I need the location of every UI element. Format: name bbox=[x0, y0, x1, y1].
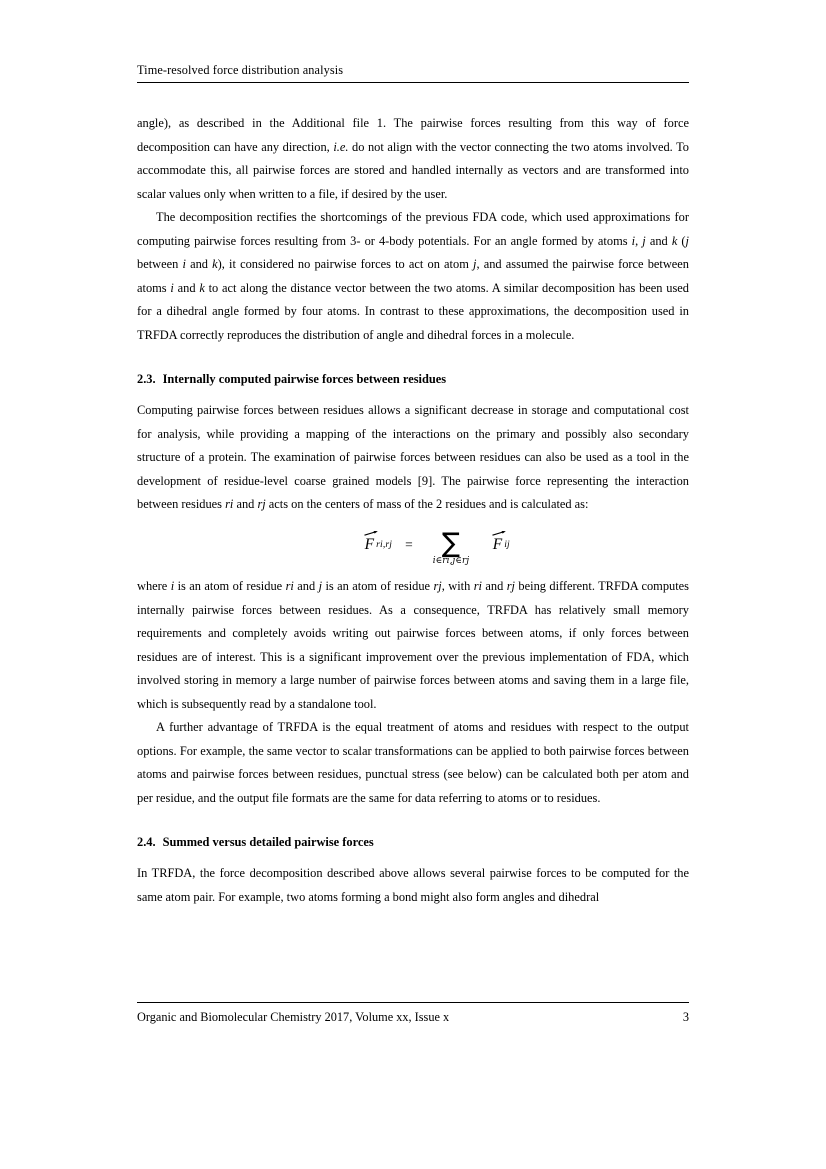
var-i-2: i bbox=[182, 257, 186, 272]
equation-inner bbox=[364, 527, 510, 567]
summation bbox=[432, 527, 470, 567]
eqtext-e: , with bbox=[441, 578, 474, 593]
page-footer bbox=[137, 1002, 689, 1025]
footer-rule bbox=[137, 1002, 689, 1003]
para2-text-h: , and assumed the pairwise force between atoms bbox=[137, 257, 689, 295]
var-i: i bbox=[631, 233, 636, 248]
equation-relation: = bbox=[405, 536, 413, 552]
sigma-icon: ∑ bbox=[441, 527, 461, 559]
var-j-2: j bbox=[685, 233, 689, 248]
para2-text-d: ( bbox=[677, 233, 686, 248]
spacer bbox=[137, 347, 689, 368]
vector-F-lhs bbox=[364, 537, 374, 553]
var-rj-3: rj bbox=[506, 578, 515, 593]
page-body bbox=[137, 112, 689, 909]
spacer bbox=[137, 855, 689, 862]
sec23-text-b: and bbox=[233, 497, 258, 512]
paragraph-summed-vs-detailed: In TRFDA, the force decomposition described above allows several pairwise forces to be computed for the same atom pair. For example, two atoms forming a bond might also form angles and dihedral bbox=[137, 865, 689, 904]
eqtext-g: being different. TRFDA computes internally pairwise forces between residues. As a consequence, TRFDA has relatively small memory requirements and completely avoids writing out pairwise forces between atoms, if only forces between residues are of interest. This is a significant improvement over the previous implementation of FDA, which involved storing in memory a large number of pairwise forces between atoms and saving them in a large file, which is subsequently read by a standalone tool. bbox=[137, 578, 689, 711]
equation-rhs-symbol: F bbox=[492, 536, 503, 554]
eqtext-b: is an atom of residue bbox=[174, 578, 286, 593]
equation-lhs-subscript: ri,rj bbox=[376, 539, 393, 551]
para2-text-l: to act along the distance vector between the two atoms. A similar decomposition has been used for a dihedral angle formed by four atoms. In contrast to these approximations, the decomposition used in TRFDA correctly reproduces the distribution of angle and dihedral forces in a molecule. bbox=[137, 280, 689, 342]
equation-lhs-symbol: F bbox=[364, 536, 375, 554]
footer-row bbox=[137, 1009, 689, 1025]
para2-text-g: ), it considered no pairwise forces to act on atom bbox=[217, 257, 474, 272]
paragraph-continued bbox=[137, 112, 689, 206]
var-j-4: j bbox=[318, 578, 323, 593]
para2-text-f: and bbox=[185, 257, 213, 272]
para1-text-b: do not align with the vector connecting the two atoms involved. To accommodate this, all pairwise forces are stored and handled internally as vectors and are transformed into scalar values only when written to a file, if desired by the user. bbox=[137, 139, 690, 201]
eqtext-f: and bbox=[481, 578, 507, 593]
footer-journal-info: Organic and Biomolecular Chemistry 2017, Volume xx, Issue x bbox=[137, 1010, 450, 1024]
paragraph-where-clause bbox=[137, 575, 689, 716]
para1-italic-ie: i.e. bbox=[333, 139, 349, 154]
sec23-text-c: acts on the centers of mass of the 2 residues and is calculated as: bbox=[265, 497, 589, 512]
section-number-2-3: 2.3. bbox=[137, 372, 156, 387]
para2-text-c: and bbox=[645, 233, 672, 248]
equation-rhs-subscript: ij bbox=[504, 539, 510, 551]
var-k-2: k bbox=[212, 257, 218, 272]
section-title-2-3: Internally computed pairwise forces between residues bbox=[162, 372, 447, 387]
spacer bbox=[137, 810, 689, 831]
sec23-text-a: Computing pairwise forces between residues allows a significant decrease in storage and computational cost for analysis, while providing a mapping of the interactions on the primary and possibly also secondary structure of a protein. The examination of pairwise forces between residues can also be used as a tool in the development of residue-level coarse grained models [9]. The pairwise force representing the interaction between residues bbox=[137, 403, 689, 512]
var-k-3: k bbox=[199, 280, 205, 295]
section-heading-2-3 bbox=[137, 368, 689, 392]
eqtext-d: is an atom of residue bbox=[322, 578, 434, 593]
eqtext-a: where bbox=[137, 578, 171, 593]
page-number: 3 bbox=[682, 1010, 689, 1024]
section-title-2-4: Summed versus detailed pairwise forces bbox=[162, 835, 374, 850]
var-i-3: i bbox=[170, 280, 174, 295]
paragraph-further-advantage: A further advantage of TRFDA is the equal treatment of atoms and residues with respect to the output options. For example, the same vector to scalar transformations can be applied to both pairwise forces between atoms and pairwise forces between residues, punctual stress (see below) can be calculated both per atom and per residue, and the output file formats are the same for data referring to atoms or to residues. bbox=[137, 720, 689, 805]
eqtext-c: and bbox=[293, 578, 319, 593]
para2-text-a: The decomposition rectifies the shortcomings of the previous FDA code, which used approximations for computing pairwise forces resulting from 3- or 4-body potentials. For an angle formed by atoms bbox=[137, 210, 689, 248]
section-number-2-4: 2.4. bbox=[137, 835, 156, 850]
paragraph-decomposition bbox=[137, 206, 689, 347]
para1-text-a: angle), as described in the Additional file 1. The pairwise forces resulting from this way of force decomposition can have any direction, bbox=[137, 116, 689, 154]
var-j: j bbox=[642, 233, 646, 248]
summation-limits: i∈ri,j∈rj bbox=[432, 556, 470, 567]
paragraph-residue-forces bbox=[137, 399, 689, 517]
var-ri-3: ri bbox=[473, 578, 482, 593]
header-rule bbox=[137, 82, 689, 83]
display-equation bbox=[137, 517, 689, 575]
var-ri-2: ri bbox=[285, 578, 294, 593]
para2-text-k: and bbox=[173, 280, 200, 295]
var-rj: rj bbox=[257, 497, 266, 512]
vector-F-rhs bbox=[492, 537, 502, 553]
var-k: k bbox=[671, 233, 678, 248]
var-j-3: j bbox=[473, 257, 477, 272]
var-i-4: i bbox=[170, 578, 175, 593]
running-header bbox=[137, 62, 689, 83]
running-header-title: Time-resolved force distribution analysis bbox=[137, 63, 344, 77]
var-ri: ri bbox=[225, 497, 234, 512]
para2-text-b: , bbox=[635, 233, 643, 248]
spacer bbox=[137, 392, 689, 399]
para2-text-e: between bbox=[137, 257, 183, 272]
var-rj-2: rj bbox=[433, 578, 442, 593]
section-heading-2-4 bbox=[137, 831, 689, 855]
